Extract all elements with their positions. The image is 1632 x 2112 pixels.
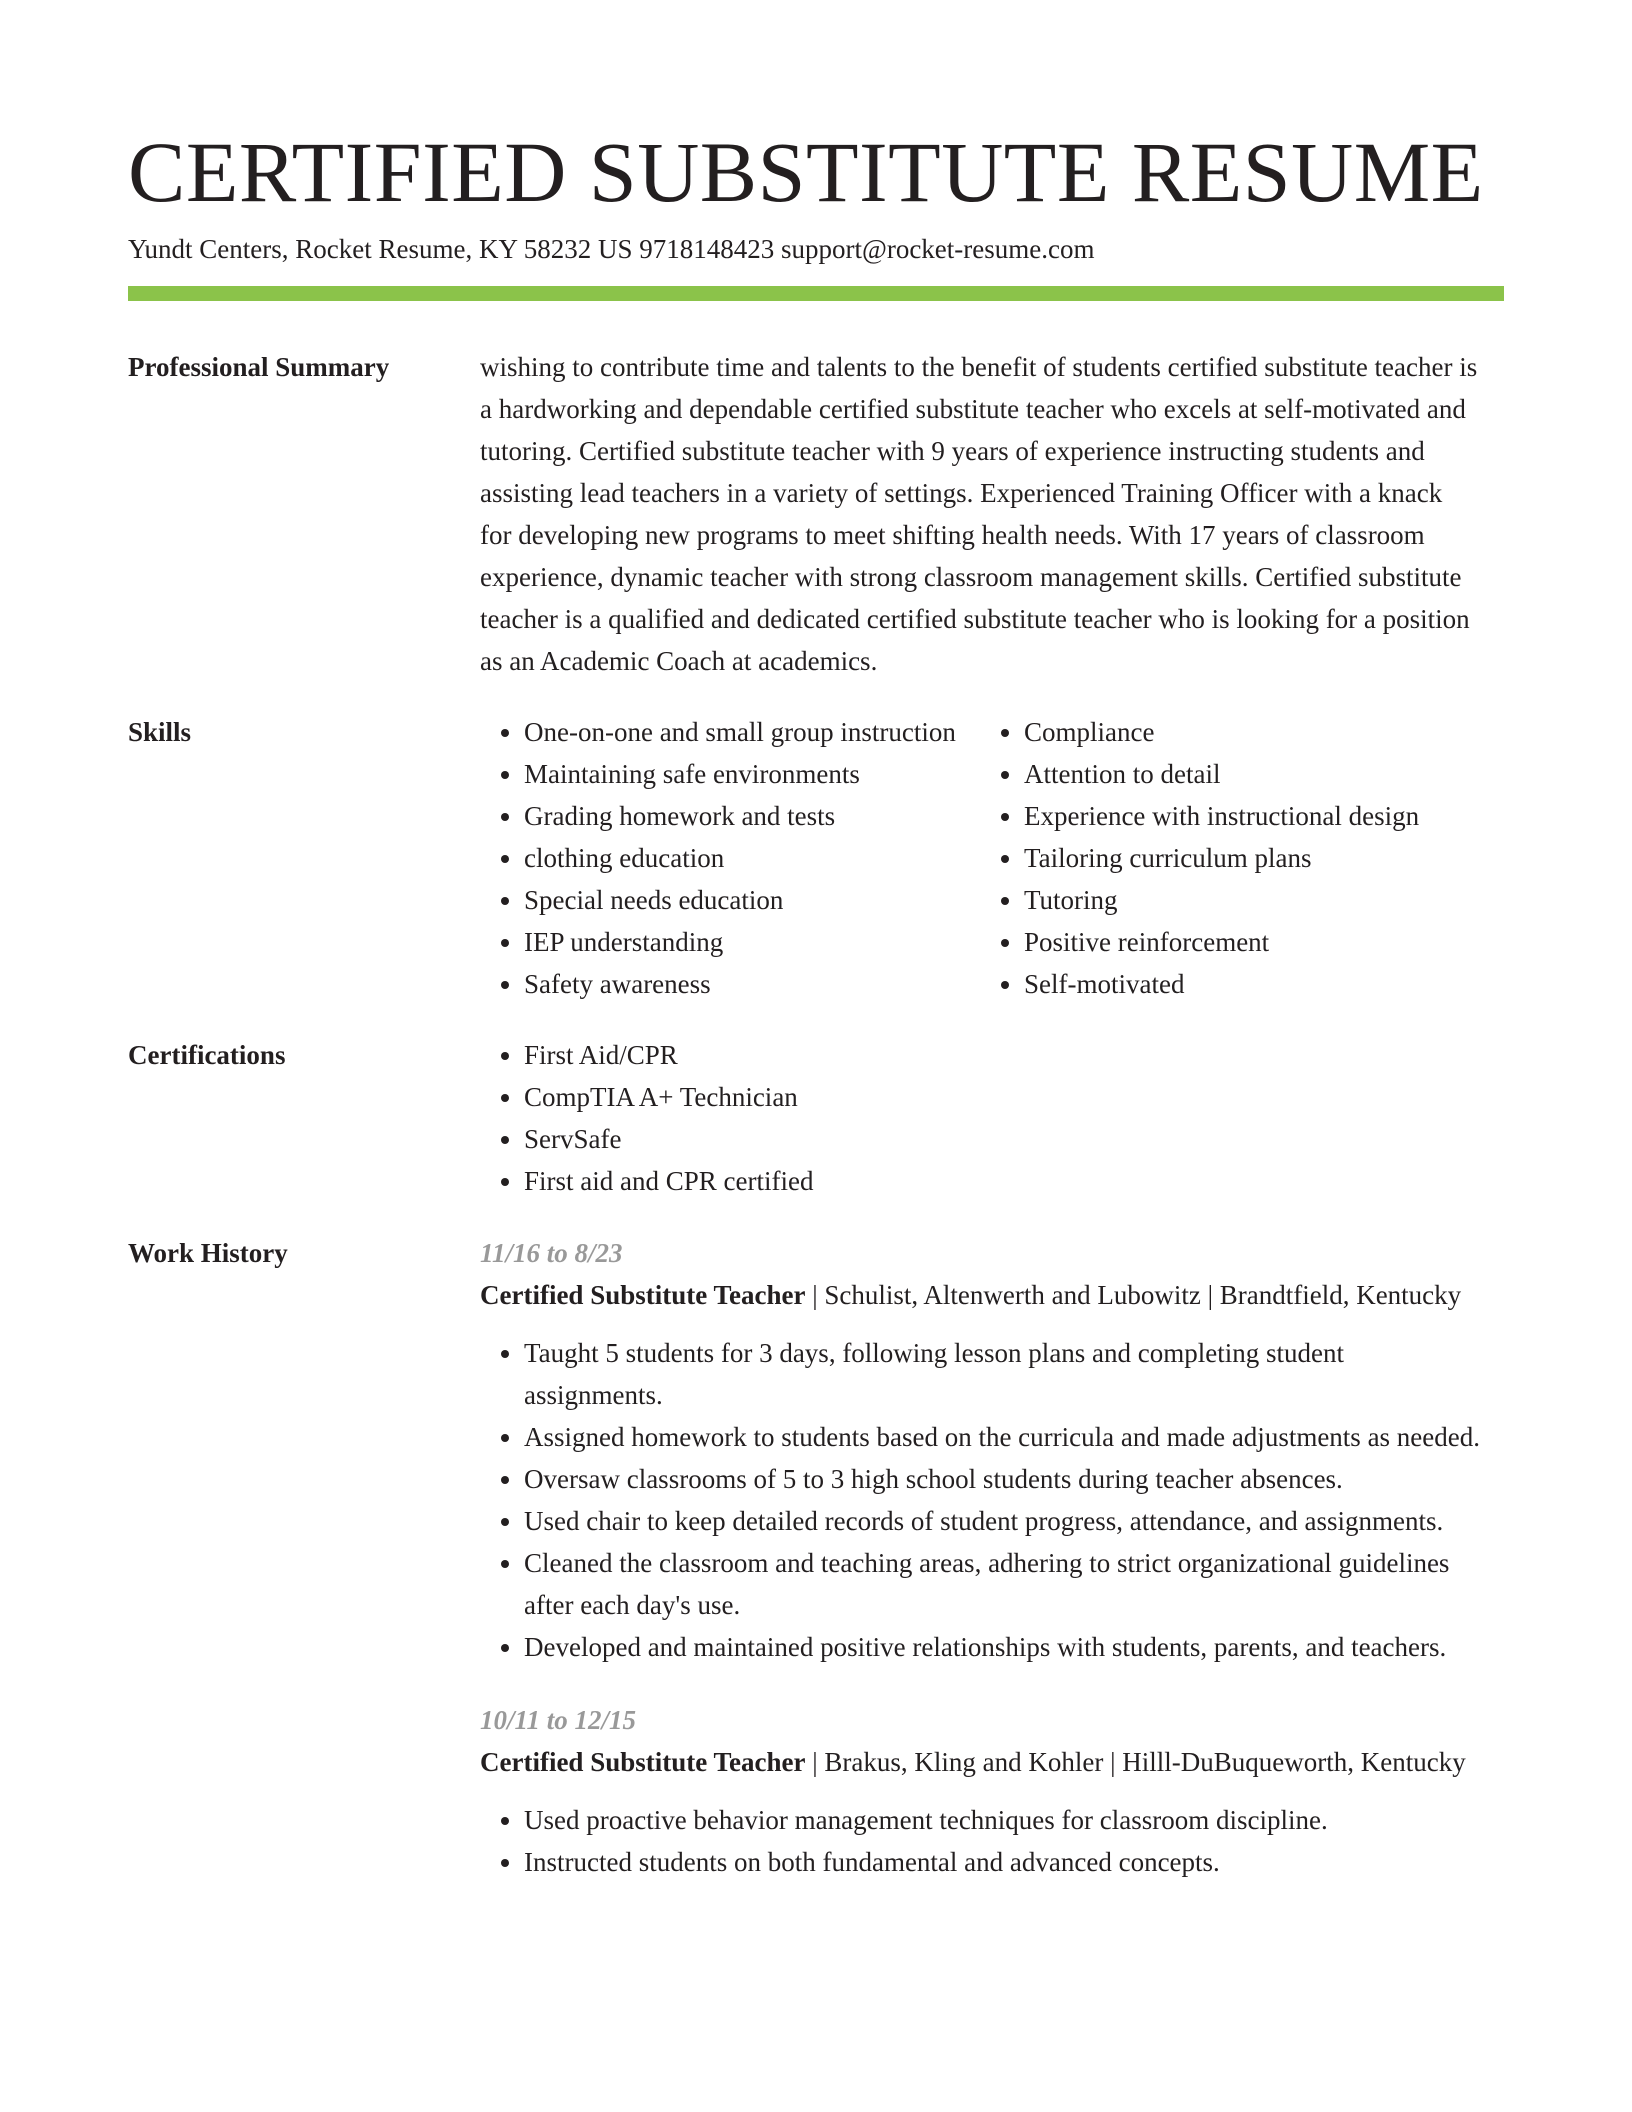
list-item: • Cleaned the classroom and teaching areas, adhering to strict organizational guidelines after each day's use.	[524, 1542, 1480, 1626]
list-item: • Oversaw classrooms of 5 to 3 high school students during teacher absences.	[524, 1458, 1480, 1500]
list-item: • ServSafe	[524, 1118, 1480, 1160]
list-item: • First Aid/CPR	[524, 1034, 1480, 1076]
list-item: • Special needs education	[524, 879, 980, 921]
certifications-heading: Certifications	[128, 1040, 286, 1070]
list-item: • Positive reinforcement	[1024, 921, 1480, 963]
list-item: • Assigned homework to students based on the curricula and made adjustments as needed.	[524, 1416, 1480, 1458]
work-history-heading: Work History	[128, 1238, 288, 1268]
summary-heading: Professional Summary	[128, 352, 390, 382]
list-item: • Attention to detail	[1024, 753, 1480, 795]
list-item: • Tailoring curriculum plans	[1024, 837, 1480, 879]
job-heading	[480, 1741, 1480, 1783]
skills-list-left	[480, 711, 980, 1005]
certifications-list	[480, 1034, 1480, 1202]
list-item: • One-on-one and small group instruction	[524, 711, 980, 753]
header-divider	[128, 286, 1504, 301]
job-entry	[480, 1232, 1480, 1668]
resume-title: CERTIFIED SUBSTITUTE RESUME	[128, 124, 1484, 220]
job-heading	[480, 1274, 1480, 1316]
list-item: • CompTIA A+ Technician	[524, 1076, 1480, 1118]
job-title: Certified Substitute Teacher	[480, 1747, 806, 1777]
list-item: • Self-motivated	[1024, 963, 1480, 1005]
list-item: • Used chair to keep detailed records of student progress, attendance, and assignments.	[524, 1500, 1480, 1542]
list-item: • clothing education	[524, 837, 980, 879]
job-bullets	[480, 1799, 1480, 1883]
list-item: • Grading homework and tests	[524, 795, 980, 837]
list-item: • First aid and CPR certified	[524, 1160, 1480, 1202]
job-details: | Schulist, Altenwerth and Lubowitz | Brandtfield, Kentucky	[805, 1280, 1462, 1310]
list-item: • Experience with instructional design	[1024, 795, 1480, 837]
list-item: • Safety awareness	[524, 963, 980, 1005]
list-item: • Instructed students on both fundamental and advanced concepts.	[524, 1841, 1480, 1883]
job-details: | Brakus, Kling and Kohler | Hilll-DuBuqueworth, Kentucky	[805, 1747, 1466, 1777]
list-item: • Used proactive behavior management techniques for classroom discipline.	[524, 1799, 1480, 1841]
list-item: • Compliance	[1024, 711, 1480, 753]
job-dates: 10/11 to 12/15	[480, 1705, 637, 1735]
job-bullets	[480, 1332, 1480, 1668]
summary-text: wishing to contribute time and talents to the benefit of students certified substitute teacher is a hardworking and dependable certified substitute teacher who excels at self-motivated and tutoring. Certified substitute teacher with 9 years of experience instructing students and assisting lead teachers in a variety of settings. Experienced Training Officer with a knack for developing new programs to meet shifting health needs. With 17 years of classroom experience, dynamic teacher with strong classroom management skills. Certified substitute teacher is a qualified and dedicated certified substitute teacher who is looking for a position as an Academic Coach at academics.	[480, 352, 1478, 676]
list-item: • Maintaining safe environments	[524, 753, 980, 795]
list-item: • IEP understanding	[524, 921, 980, 963]
job-entry	[480, 1699, 1480, 1883]
list-item: • Developed and maintained positive relationships with students, parents, and teachers.	[524, 1626, 1480, 1668]
skills-heading: Skills	[128, 717, 192, 747]
skills-list-right	[980, 711, 1480, 1005]
list-item: • Tutoring	[1024, 879, 1480, 921]
job-title: Certified Substitute Teacher	[480, 1280, 806, 1310]
contact-line: Yundt Centers, Rocket Resume, KY 58232 US 9718148423 support@rocket-resume.com	[128, 234, 1095, 264]
job-dates: 11/16 to 8/23	[480, 1238, 623, 1268]
list-item: • Taught 5 students for 3 days, following lesson plans and completing student assignments.	[524, 1332, 1480, 1416]
